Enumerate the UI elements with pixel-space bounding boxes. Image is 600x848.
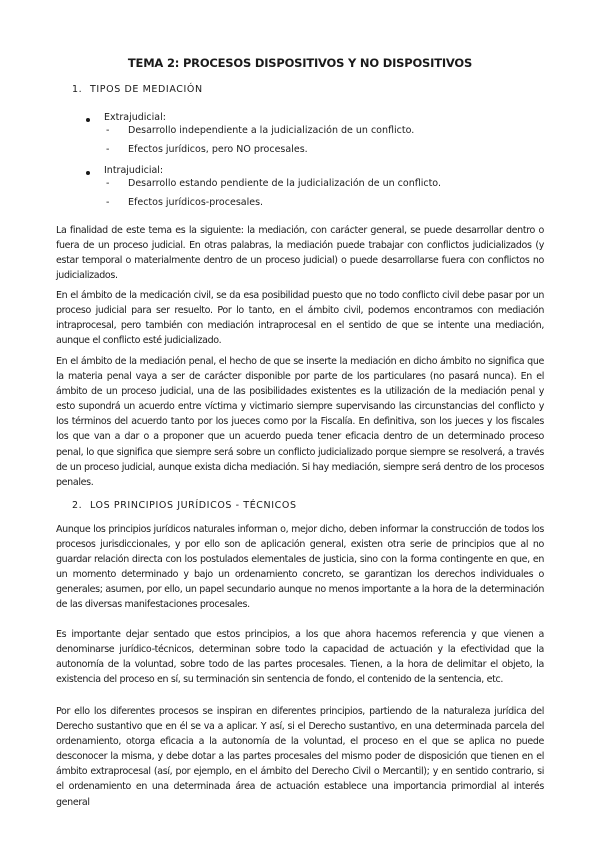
bullet-label: Intrajudicial: — [104, 165, 164, 176]
section-number: 1. — [72, 84, 83, 95]
dash-icon: - — [106, 125, 110, 136]
bullet-dot-icon — [86, 171, 90, 175]
document-title: TEMA 2: PROCESOS DISPOSITIVOS Y NO DISPOSITIVOS — [127, 56, 473, 70]
paragraph: En el ámbito de la mediación penal, el hecho de que se inserte la mediación en dicho ámbito no significa que la materia penal vaya a ser de carácter disponible por parte de los particulares (no pasará nunca). En el ámbito de un proceso judicial, una de las posibilidades existentes es la utilización de la mediación penal y esto supondrá un acuerdo entre víctima y victimario siempre supervisando las circunstancias del conflicto y los términos del acuerdo tanto por los jueces como por la Fiscalía. En definitiva, son los jueces y los fiscales los que van a dar o a proponer que un acuerdo pueda tener eficacia dentro de un determinado proceso penal, lo que significa que siempre será sobre un conflicto judicializado porque siempre se resolverá, a través de un proceso judicial, aunque exista dicha mediación. Si hay mediación, siempre será dentro de los procesos penales. — [56, 356, 544, 488]
sub-list-item — [106, 125, 414, 136]
paragraph: Es importante dejar sentado que estos principios, a los que ahora hacemos referencia y que vienen a denominarse jurídico-técnicos, determinan sobre todo la capacidad de actuación y la efectividad que la autonomía de la voluntad, sobre todo de las partes procesales. Tienen, a la hora de delimitar el objeto, la existencia del proceso en sí, su terminación sin sentencia de fondo, el contenido de la sentencia, etc. — [56, 629, 544, 686]
sub-item-text: Desarrollo independiente a la judicialización de un conflicto. — [128, 125, 415, 136]
paragraph: La finalidad de este tema es la siguiente: la mediación, con carácter general, se puede desarrollar dentro o fuera de un proceso judicial. En otras palabras, la mediación puede trabajar con conflictos judicializados (y estar temporal o materialmente dentro de un proceso judicial) o puede desarrollarse fuera con conflictos no judicializados. — [56, 225, 544, 282]
dash-icon: - — [106, 178, 110, 189]
section-heading-2 — [72, 500, 297, 511]
sub-list-item — [106, 197, 263, 208]
sub-list-item — [106, 178, 441, 189]
section-heading-1 — [72, 84, 203, 95]
sub-item-text: Desarrollo estando pendiente de la judicialización de un conflicto. — [128, 178, 441, 189]
sub-item-text: Efectos jurídicos, pero NO procesales. — [128, 144, 308, 155]
dash-icon: - — [106, 144, 110, 155]
bullet-dot-icon — [86, 118, 90, 122]
dash-icon: - — [106, 197, 110, 208]
sub-item-text: Efectos jurídicos-procesales. — [128, 197, 264, 208]
bullet-label: Extrajudicial: — [104, 112, 166, 123]
sub-list-item — [106, 144, 308, 155]
paragraph: En el ámbito de la medicación civil, se da esa posibilidad puesto que no todo conflicto civil debe pasar por un proceso judicial para ser resuelto. Por lo tanto, en el ámbito civil, podemos encontramos con mediación intraprocesal, pero también con mediación intraprocesal en el sentido de que se intente una mediación, aunque el conflicto esté judicializado. — [56, 290, 544, 347]
paragraph: Aunque los principios jurídicos naturales informan o, mejor dicho, deben informar la construcción de todos los procesos jurisdiccionales, y por ello son de aplicación general, existen otra serie de principios que al no guardar relación directa con los postulados elementales de justicia, sino con la forma contingente en que, en un momento determinado y bajo un ordenamiento concreto, se garantizan los derechos individuales o generales; asumen, por ello, un papel secundario aunque no menos importante a la hora de la determinación de las diversas manifestaciones procesales. — [56, 524, 544, 611]
section-number: 2. — [72, 500, 83, 511]
section-title: TIPOS DE MEDIACIÓN — [90, 84, 203, 95]
paragraph: Por ello los diferentes procesos se inspiran en diferentes principios, partiendo de la naturaleza jurídica del Derecho sustantivo que en él se va a aplicar. Y así, si el Derecho sustantivo, en una determinada parcela del ordenamiento, otorga eficacia a la autonomía de la voluntad, el proceso en el que se aplica no puede desconocer la misma, y debe dotar a las partes procesales del mismo poder de disposición que tienen en el ámbito extraprocesal (así, por ejemplo, en el ámbito del Derecho Civil o Mercantil); y en sentido contrario, si el ordenamiento en una determinada área de actuación establece una importancia primordial al interés general — [56, 706, 544, 808]
section-title: LOS PRINCIPIOS JURÍDICOS - TÉCNICOS — [90, 500, 297, 511]
